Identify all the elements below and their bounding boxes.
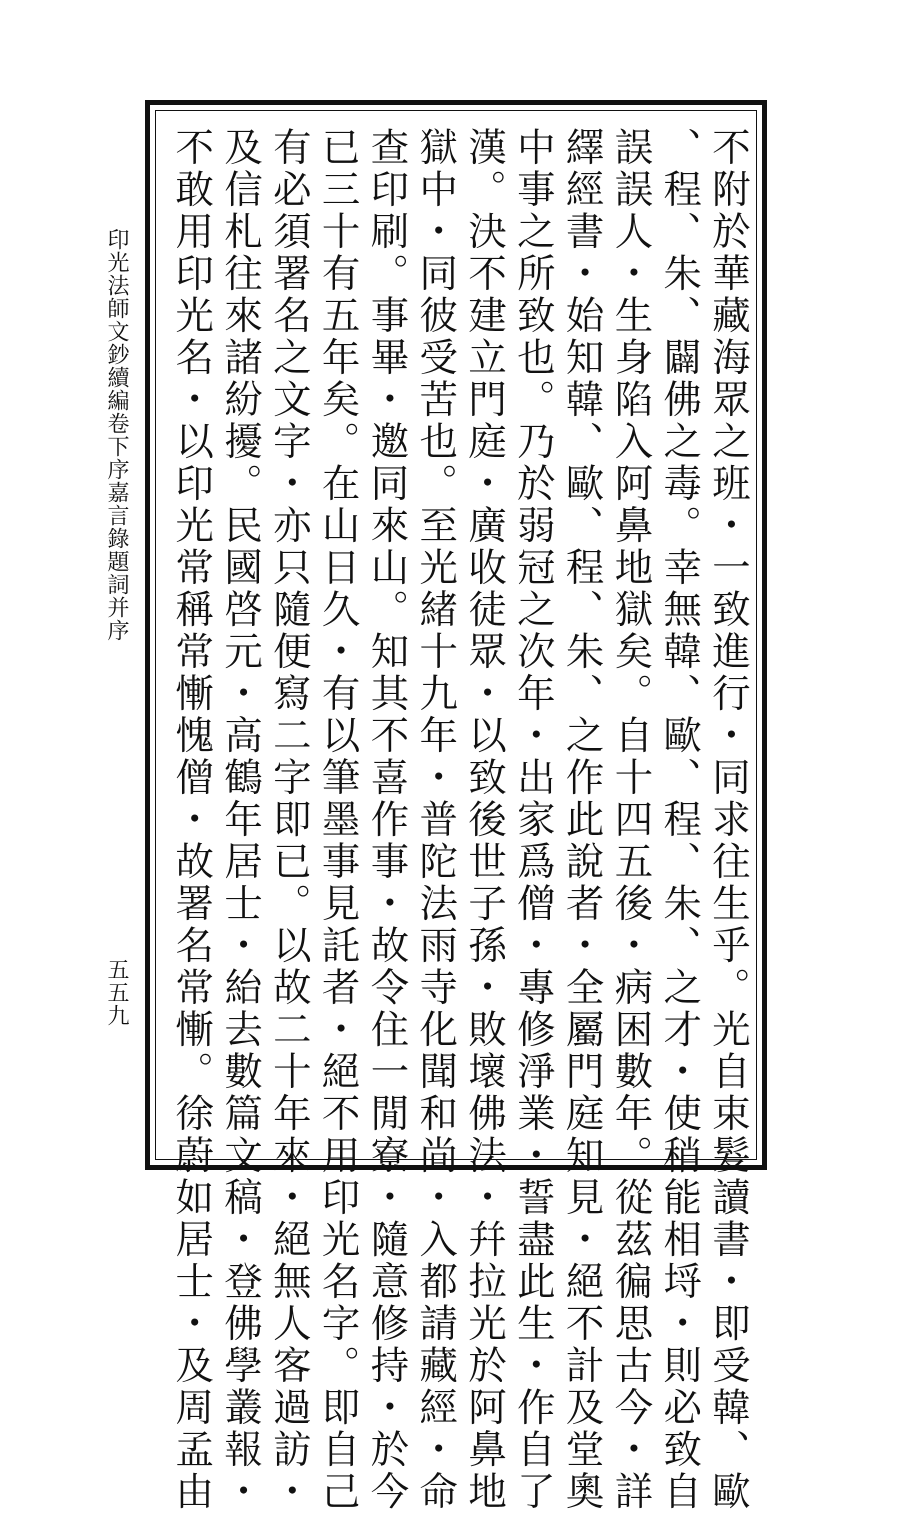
text-column-10: 有必須署名之文字・亦只隨便寫二字即已。以故二十年來・絕無人客過訪・ bbox=[265, 127, 311, 1513]
text-column-5: 中事之所致也。乃於弱冠之次年・出家爲僧・專修淨業・誓盡此生・作自了 bbox=[509, 127, 555, 1513]
text-column-2: 、程、朱、闢佛之毒。幸無韓、歐、程、朱、之才・使稍能相埒・則必致自 bbox=[656, 127, 702, 1513]
text-column-9: 已三十有五年矣。在山日久・有以筆墨事見託者・絕不用印光名字。即自己 bbox=[314, 127, 360, 1513]
text-column-12: 不敢用印光名・以印光常稱常慚愧僧・故署名常慚。徐蔚如居士・及周孟由 bbox=[168, 127, 214, 1513]
text-column-7: 獄中・同彼受苦也。至光緒十九年・普陀法雨寺化聞和尚・入都請藏經・命 bbox=[412, 127, 458, 1513]
text-column-8: 查印刷。事畢・邀同來山。知其不喜作事・故令住一閒寮・隨意修持・於今 bbox=[363, 127, 409, 1513]
text-column-1: 不附於華藏海眾之班・一致進行・同求往生乎。光自束髮讀書・即受韓、歐 bbox=[705, 127, 750, 1513]
running-head-book: 印光法師文鈔續編卷下 bbox=[104, 228, 129, 458]
text-column-6: 漢。決不建立門庭・廣收徒眾・以致後世子孫・敗壞佛法・幷拉光於阿鼻地 bbox=[461, 127, 507, 1513]
page-number: 五五九 bbox=[104, 958, 129, 1027]
running-head-section: 序 bbox=[104, 458, 129, 481]
running-head-chapter: 嘉言錄題詞并序 bbox=[104, 481, 129, 642]
text-column-11: 及信札往來諸紛擾。民國啓元・高鶴年居士・紿去數篇文稿・登佛學叢報・ bbox=[217, 127, 263, 1513]
text-column-4: 繹經書・始知韓、歐、程、朱、之作此說者・全屬門庭知見・絕不計及堂奧 bbox=[558, 127, 604, 1513]
main-text-body bbox=[165, 127, 751, 1513]
running-head bbox=[96, 228, 136, 868]
text-column-3: 誤誤人・生身陷入阿鼻地獄矣。自十四五後・病困數年。從茲徧思古今・詳 bbox=[607, 127, 653, 1513]
